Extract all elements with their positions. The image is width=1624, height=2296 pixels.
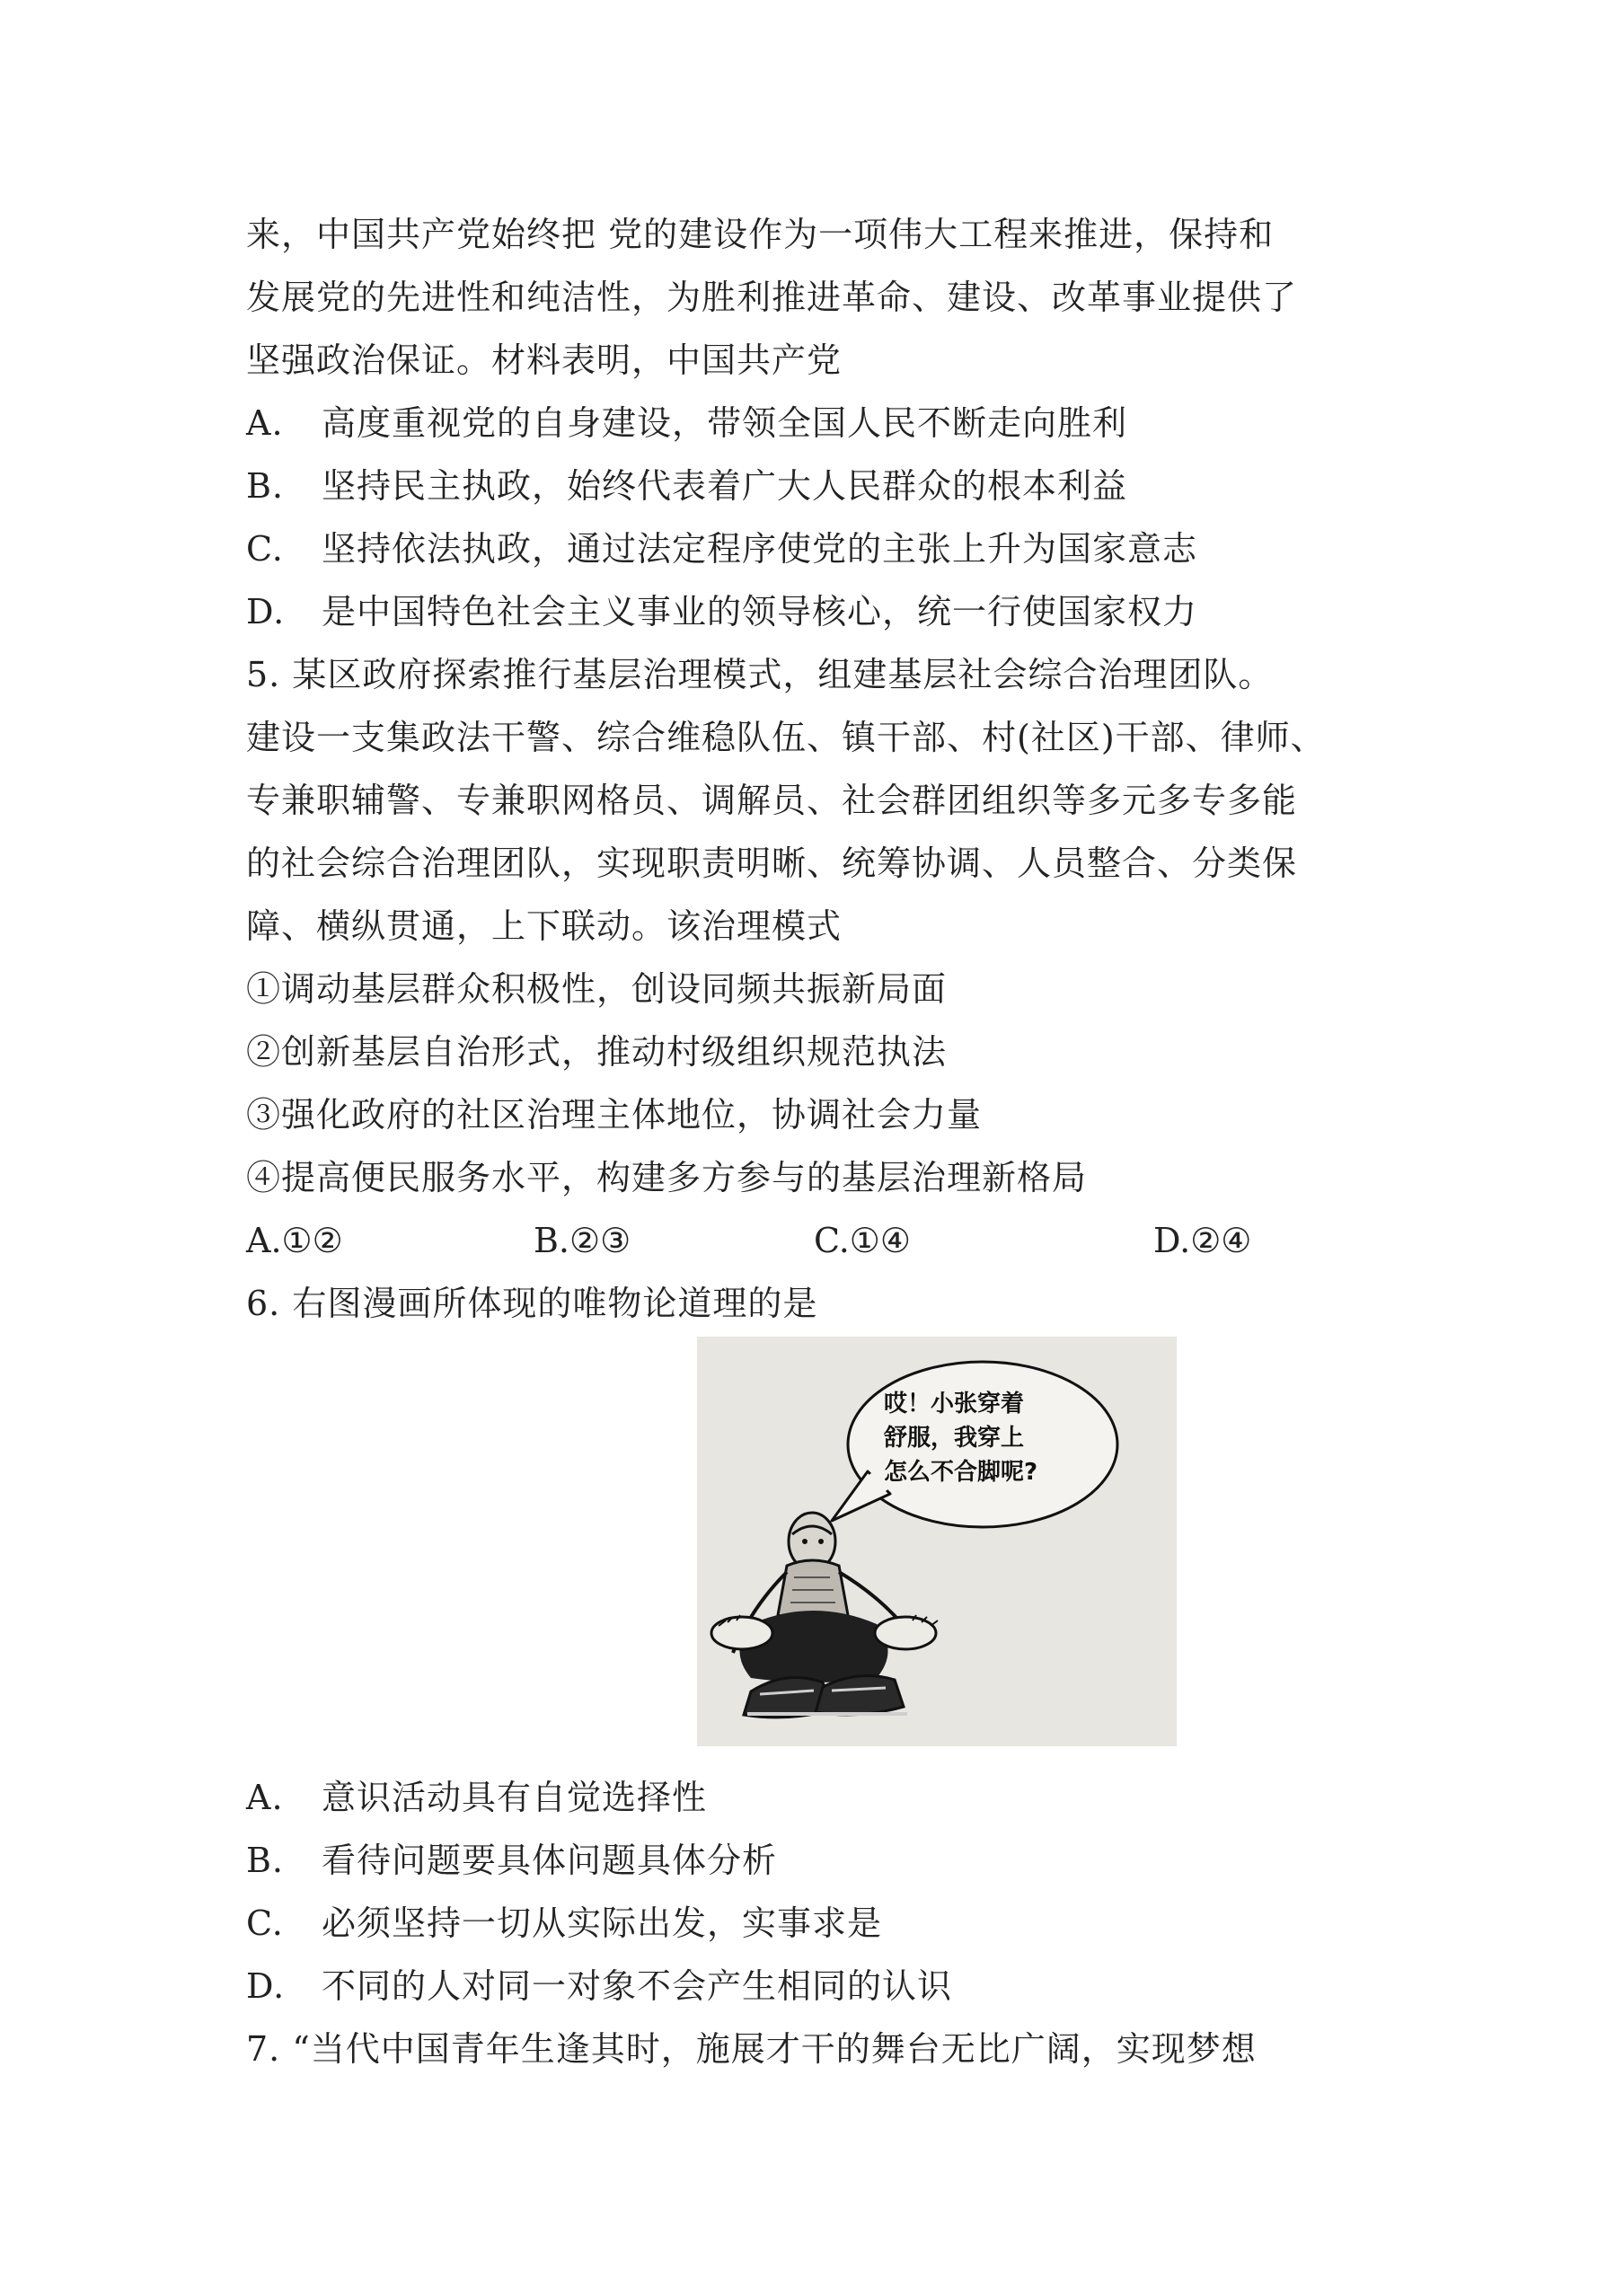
q6-option-b-text: 看待问题要具体问题具体分析 [322, 1841, 778, 1880]
q5-choice-d: D.②④ [1153, 1221, 1252, 1260]
q6-option-c-letter: C. [246, 1903, 284, 1943]
q6-option-d-text: 不同的人对同一对象不会产生相同的认识 [322, 1966, 953, 2006]
cartoon-bubble-line-2: 舒服，我穿上 [884, 1425, 1025, 1452]
q6-stem: 6. 右图漫画所体现的唯物论道理的是 [246, 1284, 818, 1323]
cartoon-bubble-line-3: 怎么不合脚呢? [884, 1459, 1038, 1486]
q4-option-c-letter: C. [246, 529, 284, 569]
q4-stem-line-2: 发展党的先进性和纯洁性，为胜利推进革命、建设、改革事业提供了 [246, 278, 1298, 317]
q5-stem-line-5: 障、横纵贯通，上下联动。该治理模式 [246, 906, 843, 946]
q4-option-d-text: 是中国特色社会主义事业的领导核心，统一行使国家权力 [322, 592, 1198, 631]
cartoon-bubble-line-1: 哎！小张穿着 [884, 1391, 1025, 1417]
q4-option-c-text: 坚持依法执政，通过法定程序使党的主张上升为国家意志 [322, 529, 1198, 569]
q5-choice-b: B.②③ [534, 1221, 631, 1260]
q5-choices [246, 1218, 1405, 1263]
q4-option-b-text: 坚持民主执政，始终代表着广大人民群众的根本利益 [322, 466, 1128, 506]
q4-stem-line-1: 来，中国共产党始终把 党的建设作为一项伟大工程来推进，保持和 [246, 215, 1275, 254]
q5-stem-line-2: 建设一支集政法干警、综合维稳队伍、镇干部、村(社区)干部、律师、 [246, 718, 1326, 757]
q6-option-d-letter: D. [246, 1966, 286, 2006]
q6-option-a-text: 意识活动具有自觉选择性 [322, 1778, 708, 1817]
q5-choice-a: A.①② [246, 1221, 343, 1260]
q5-statement-3: ③强化政府的社区治理主体地位，协调社会力量 [246, 1095, 983, 1135]
q5-stem-line-1: 5. 某区政府探索推行基层治理模式，组建基层社会综合治理团队。 [246, 655, 1274, 694]
q4-option-b-letter: B. [246, 466, 285, 506]
q4-option-a-letter: A. [246, 403, 284, 443]
shoe-cartoon-image [697, 1337, 1177, 1746]
q6-option-d [246, 1964, 952, 2009]
q6-option-c-text: 必须坚持一切从实际出发，实事求是 [322, 1903, 883, 1943]
q6-option-b [246, 1838, 777, 1883]
q6-option-a [246, 1775, 707, 1820]
q5-statement-2: ②创新基层自治形式，推动村级组织规范执法 [246, 1032, 948, 1072]
q5-stem-line-4: 的社会综合治理团队，实现职责明晰、统筹协调、人员整合、分类保 [246, 843, 1298, 883]
q4-option-a [246, 401, 1127, 446]
q6-option-a-letter: A. [246, 1778, 284, 1817]
q5-stem-line-3: 专兼职辅警、专兼职网格员、调解员、社会群团组织等多元多专多能 [246, 781, 1298, 820]
q5-statement-4: ④提高便民服务水平，构建多方参与的基层治理新格局 [246, 1158, 1088, 1197]
q4-option-d [246, 589, 1197, 634]
q6-option-c [246, 1901, 882, 1946]
q4-option-c [246, 526, 1197, 571]
q4-option-a-text: 高度重视党的自身建设，带领全国人民不断走向胜利 [322, 403, 1128, 443]
q4-option-d-letter: D. [246, 592, 286, 631]
q5-statement-1: ①调动基层群众积极性，创设同频共振新局面 [246, 969, 948, 1009]
q7-stem: 7. “当代中国青年生逢其时，施展才干的舞台无比广阔，实现梦想 [246, 2029, 1257, 2069]
q6-option-b-letter: B. [246, 1841, 285, 1880]
q5-choice-c: C.①④ [814, 1221, 911, 1260]
q4-stem-line-3: 坚强政治保证。材料表明，中国共产党 [246, 340, 843, 380]
q4-option-b [246, 464, 1127, 508]
